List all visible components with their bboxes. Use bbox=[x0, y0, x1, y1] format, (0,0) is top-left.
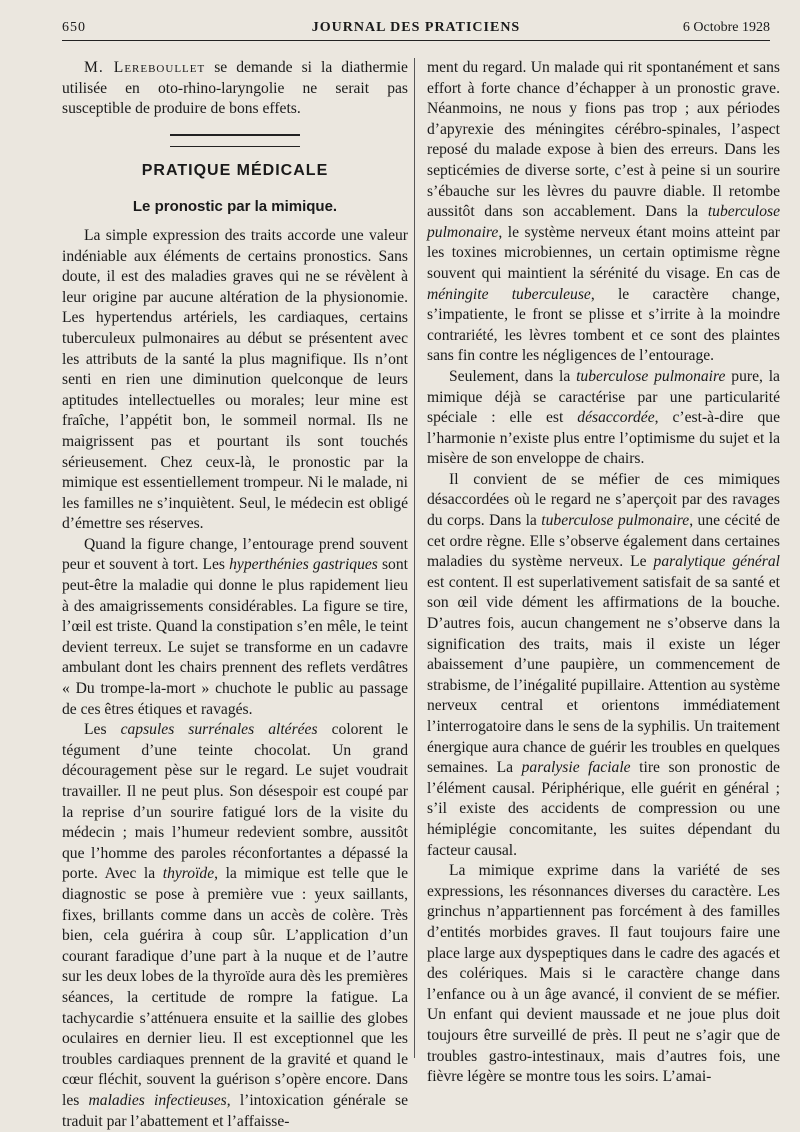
page-number: 650 bbox=[62, 20, 86, 35]
intro-paragraph: M. Lereboullet se demande si la diathermie utilisée en oto-rhino-laryngolie ne serait pas susceptible de produire de bons effets. bbox=[62, 59, 408, 118]
column-divider bbox=[414, 58, 415, 1058]
paragraph: La simple expression des traits accorde une valeur indéniable aux éléments de certains pronostics. Sans doute, il est des maladies graves qui ne se révèlent à leur origine par aucune altération de la physionomie. Les hypertendus artériels, les cardiaques, certains tuberculeux pulmonaires au début se présentent avec les attributs de la santé la plus magnifique. Ils n’ont senti en rien une diminution quelconque de leurs aptitudes intellectuelles ou morales; leur mine est fraîche, l’appétit bon, le sommeil normal. Ils ne maigrissent pas et pourtant ils sont touchés sérieusement. Chez ceux-là, le pronostic par la mimique est essentiellement trompeur. Ni le malade, ni les familles ne s’inquiètent. Seul, le médecin est obligé d’émettre ses réserves. bbox=[62, 226, 408, 533]
issue-date: 6 Octobre 1928 bbox=[682, 20, 770, 35]
paragraph: Seulement, dans la tuberculose pulmonaire pure, la mimique déjà se caractérise par une particularité spéciale : elle est désaccordée, c’est-à-dire que l’harmonie n’existe plus entre l’optimisme du sujet et la misère de son enveloppe de chairs. bbox=[427, 367, 780, 468]
running-header bbox=[62, 18, 770, 41]
paragraph: La mimique exprime dans la variété de ses expressions, les résonnances diverses du caractère. Les grinchus n’appartiennent pas forcément à des familles d’entités morbides graves. Il faut toujours faire une place large aux dyspeptiques dans le cadre des agacés et des colériques. Mais si le caractère change dans l’enfance ou à un âge avancé, il convient de se méfier. Un enfant qui devient maussade et ne joue plus doit toujours être surveillé de près. Il peut ne s’agir que de troubles gastro-intestinaux, mais d’autres fois, une fièvre légère se montre tous les soirs. L’amai- bbox=[427, 862, 780, 1086]
right-column bbox=[427, 58, 780, 1088]
section-title: PRATIQUE MÉDICALE bbox=[141, 161, 329, 179]
paragraph: Quand la figure change, l’entourage prend souvent peur et souvent à tort. Les hyperthénies gastriques sont peut-être la maladie qui donne le plus rapidement lieu à des amaigrissements considérables. La figure se tire, l’œil est triste. Quand la constipation s’en mêle, le teint devient terreux. Le sujet se transforme en un cadavre ambulant dont les chairs prennent des reflets verdâtres « Du trompe-la-mort » chuchote le public au passage de ces êtres étiques et ravagés. bbox=[62, 535, 408, 718]
left-column bbox=[62, 58, 408, 1132]
paragraph-continued: ment du regard. Un malade qui rit spontanément et sans effort à forte chance d’échapper à un pronostic grave. Néanmoins, ne nous y fions pas trop ; aux périodes d’apyrexie des méningites cérébro-spinales, l’aspect reposé du malade expose à bien des erreurs. Dans les septicémies de diverse sorte, c’est à peine si un sourire s’ébauche sur les lèvres du pauvre diable. Il retombe aussitôt dans son accablement. Dans la tuberculose pulmonaire, le système nerveux étant moins atteint par les toxines microbiennes, un certain optimisme règne souvent qui maintient la sérénité du visage. En cas de méningite tuberculeuse, le caractère change, s’impatiente, le front se plisse et s’irrite à la moindre contrariété, les lèvres tombent et ce sont des plaintes sans fin contre les négligences de l’entourage. bbox=[427, 59, 780, 365]
section-rule-thin bbox=[170, 146, 300, 147]
article-title: Le pronostic par la mimique. bbox=[132, 198, 338, 216]
paragraph: Il convient de se méfier de ces mimiques désaccordées où le regard ne s’aperçoit par des ravages du corps. Dans la tuberculose pulmonaire, une cécité de cet ordre règne. Elle s’observe également dans certaines maladies du système nerveux. Le paralytique général est content. Il est superlativement satisfait de sa santé et son œil vide dément les affirmations de la bouche. D’autres fois, aucun changement ne s’observe dans la signification des traits, mais il existe un léger abaissement d’une paupière, un commencement de strabisme, de l’inégalité pupillaire. Attention au système nerveux central et orientons immédiatement l’interrogatoire dans le sens de la syphilis. Un traitement énergique aura chance de guérir les troubles en quelques semaines. La paralysie faciale tire son pronostic de l’élément causal. Périphérique, elle guérit en général ; s’il existe des accidents de compression ou une hémiplégie concomitante, les suites dépendant du facteur causal. bbox=[427, 470, 780, 859]
journal-title: JOURNAL DES PRATICIENS bbox=[311, 20, 521, 35]
section-rule-thick bbox=[170, 134, 300, 136]
paragraph: Les capsules surrénales altérées colorent le tégument d’une teinte chocolat. Un grand découragement pèse sur le regard. Le sujet voudrait travailler. Il ne peut plus. Son désespoir est coupé par la reprise d’un sourire fatigué lors de la visite du médecin ; mais l’humeur redevient sombre, aussitôt que l’homme des paroles réconfortantes a dépassé la porte. Avec la thyroïde, la mimique est telle que le diagnostic se pose à première vue : yeux saillants, fixes, brillants comme dans un accès de colère. Très bien, cela guérira à coup sûr. L’application d’un courant faradique d’une part à la nuque et de l’autre sur les deux lobes de la thyroïde aura dès les premières séances, la certitude de rompre la fatigue. La tachycardie s’atténuera ensuite et la saillie des globes oculaires en dernier lieu. Il est exceptionnel que les troubles cardiaques prennent de la gravité et quand le cœur fléchit, souvent la guérison s’opère encore. Dans les maladies infectieuses, l’intoxication générale se traduit par l’abattement et l’affaisse- bbox=[62, 721, 408, 1130]
author-name: M. Lereboullet bbox=[84, 59, 206, 76]
